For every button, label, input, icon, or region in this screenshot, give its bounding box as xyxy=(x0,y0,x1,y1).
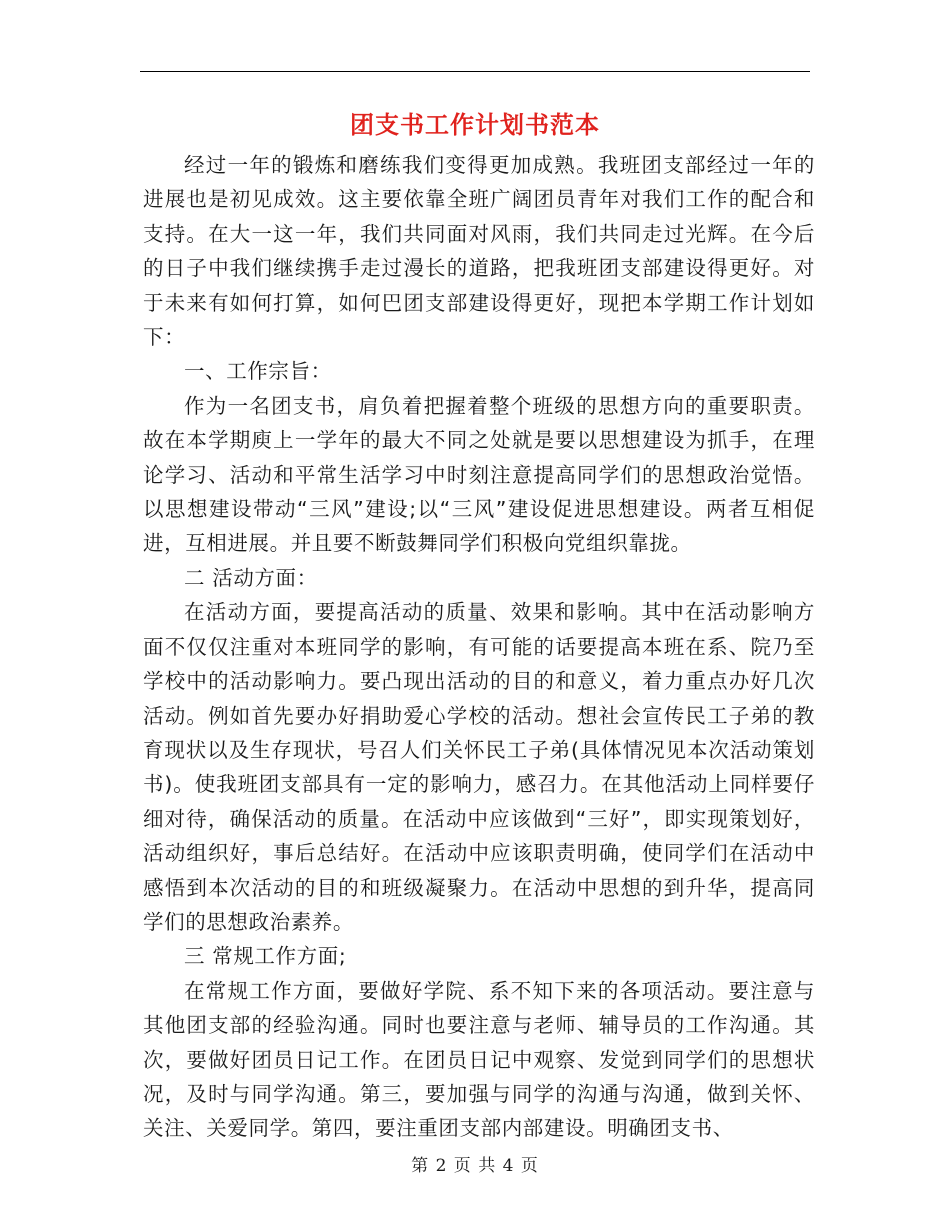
section-heading-routine: 三 常规工作方面; xyxy=(184,944,347,969)
purpose-paragraph: 作为一名团支书，肩负着把握着整个班级的思想方向的重要职责。故在本学期庾上一学年的最大不同之处就是要以思想建设为抓手，在理论学习、活动和平常生活学习中时刻注意提高同学们的思想政治觉悟。以思想建设带动“三风”建设;以“三风”建设促进思想建设。两者互相促进，互相进展。并且要不断鼓舞同学们积极向党组织靠拢。 xyxy=(143,393,815,556)
header-rule xyxy=(140,71,810,72)
document-body xyxy=(143,148,815,1146)
activities-paragraph: 在活动方面，要提高活动的质量、效果和影响。其中在活动影响方面不仅仅注重对本班同学的影响，有可能的话要提高本班在系、院乃至学校中的活动影响力。要凸现出活动的目的和意义，着力重点办好几次活动。例如首先要办好捐助爱心学校的活动。想社会宣传民工子弟的教育现状以及生存现状，号召人们关怀民工子弟(具体情况见本次活动策划书)。使我班团支部具有一定的影响力，感召力。在其他活动上同样要仔细对待，确保活动的质量。在活动中应该做到“三好”，即实现策划好，活动组织好，事后总结好。在活动中应该职责明确，使同学们在活动中感悟到本次活动的目的和班级凝聚力。在活动中思想的到升华，提高同学们的思想政治素养。 xyxy=(143,600,815,934)
page-number: 第 2 页 共 4 页 xyxy=(411,1156,539,1176)
section-heading-purpose: 一、工作宗旨： xyxy=(184,359,332,384)
section-heading-activities: 二 活动方面： xyxy=(184,565,318,590)
routine-paragraph: 在常规工作方面，要做好学院、系不知下来的各项活动。要注意与其他团支部的经验沟通。同时也要注意与老师、辅导员的工作沟通。其次，要做好团员日记工作。在团员日记中观察、发觉到同学们的思想状况，及时与同学沟通。第三，要加强与同学的沟通与沟通，做到关怀、关注、关爱同学。第四，要注重团支部内部建设。明确团支书、 xyxy=(143,978,815,1141)
document-title: 团支书工作计划书范本 xyxy=(350,110,600,139)
intro-paragraph: 经过一年的锻炼和磨练我们变得更加成熟。我班团支部经过一年的进展也是初见成效。这主要依靠全班广阔团员青年对我们工作的配合和支持。在大一这一年，我们共同面对风雨，我们共同走过光辉。在今后的日子中我们继续携手走过漫长的道路，把我班团支部建设得更好。对于未来有如何打算，如何巴团支部建设得更好，现把本学期工作计划如下： xyxy=(143,153,815,350)
